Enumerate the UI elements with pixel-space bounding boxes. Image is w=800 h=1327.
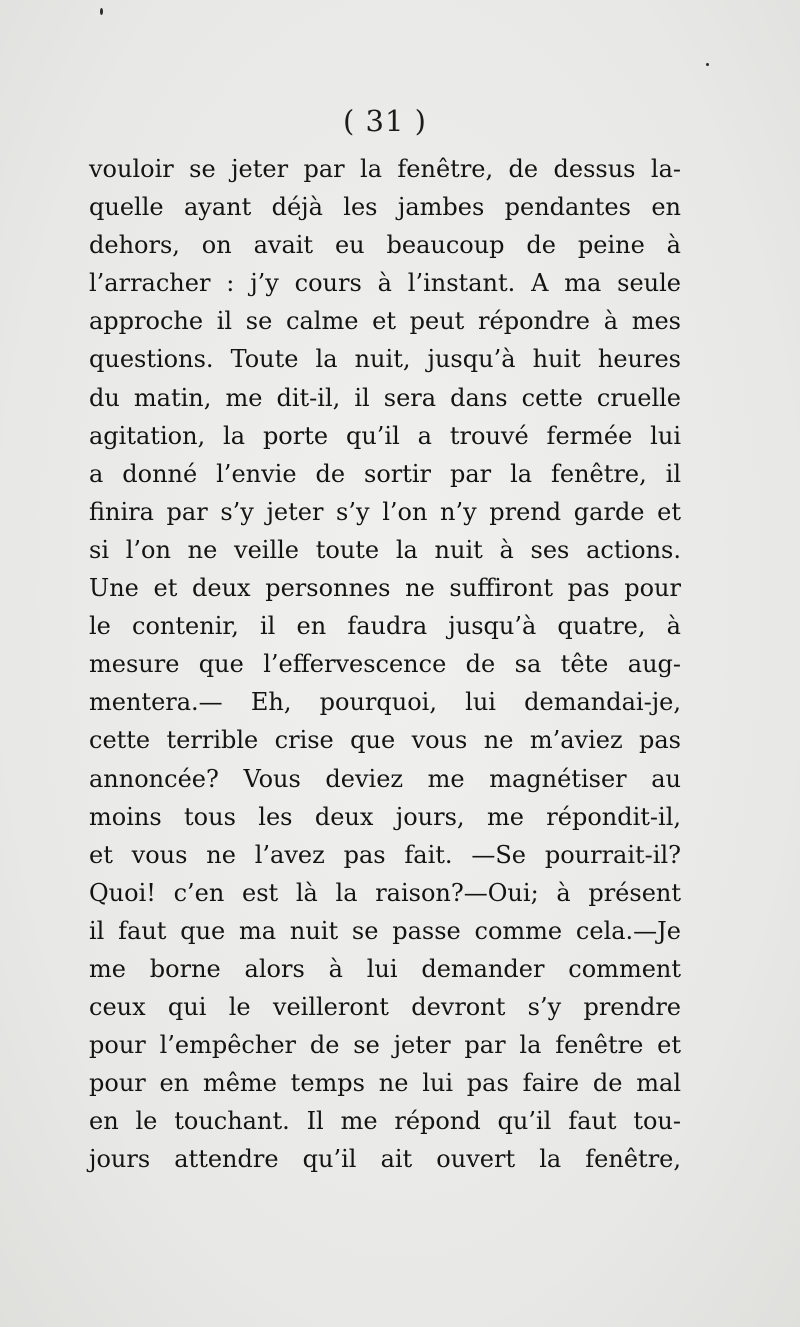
- text-line: et vous ne l’avez pas fait. —Se pourrait-il?: [89, 840, 681, 869]
- text-line: approche il se calme et peut répondre à mes: [89, 307, 681, 336]
- page-number: ( 31 ): [343, 104, 427, 138]
- paper-speck: [100, 8, 103, 15]
- text-line: ceux qui le veilleront devront s’y prendre: [89, 993, 681, 1022]
- text-line: Une et deux personnes ne suffiront pas pour: [89, 574, 681, 603]
- text-line: finira par s’y jeter s’y l’on n’y prend garde et: [89, 497, 681, 526]
- text-line: annoncée? Vous deviez me magnétiser au: [89, 764, 681, 793]
- text-line: me borne alors à lui demander comment: [89, 954, 681, 983]
- text-line: cette terrible crise que vous ne m’aviez pas: [89, 726, 681, 755]
- text-line: l’arracher : j’y cours à l’instant. A ma seule: [89, 269, 681, 298]
- text-line: jours attendre qu’il ait ouvert la fenêtre,: [89, 1145, 681, 1174]
- text-line: a donné l’envie de sortir par la fenêtre, il: [89, 459, 681, 488]
- text-line: moins tous les deux jours, me répondit-il,: [89, 802, 681, 831]
- text-line: pour l’empêcher de se jeter par la fenêtre et: [89, 1031, 681, 1060]
- text-line: quelle ayant déjà les jambes pendantes en: [89, 193, 681, 222]
- text-line: dehors, on avait eu beaucoup de peine à: [89, 231, 681, 260]
- paper-speck: [706, 63, 709, 66]
- text-line: le contenir, il en faudra jusqu’à quatre, à: [89, 612, 681, 641]
- text-line: du matin, me dit-il, il sera dans cette cruelle: [89, 383, 681, 412]
- text-line: questions. Toute la nuit, jusqu’à huit heures: [89, 345, 681, 374]
- text-line: agitation, la porte qu’il a trouvé fermée lui: [89, 421, 681, 450]
- text-line: vouloir se jeter par la fenêtre, de dessus la-: [89, 155, 681, 183]
- text-line: Quoi! c’en est là la raison?—Oui; à présent: [89, 878, 681, 907]
- text-line: mentera.— Eh, pourquoi, lui demandai-je,: [89, 688, 681, 717]
- text-line: pour en même temps ne lui pas faire de mal: [89, 1069, 681, 1098]
- text-line: si l’on ne veille toute la nuit à ses actions.: [89, 535, 681, 564]
- body-text: [89, 150, 681, 1179]
- text-line: il faut que ma nuit se passe comme cela.—Je: [89, 916, 681, 945]
- text-line: en le touchant. Il me répond qu’il faut tou-: [89, 1107, 681, 1136]
- text-line: mesure que l’effervescence de sa tête aug-: [89, 650, 681, 679]
